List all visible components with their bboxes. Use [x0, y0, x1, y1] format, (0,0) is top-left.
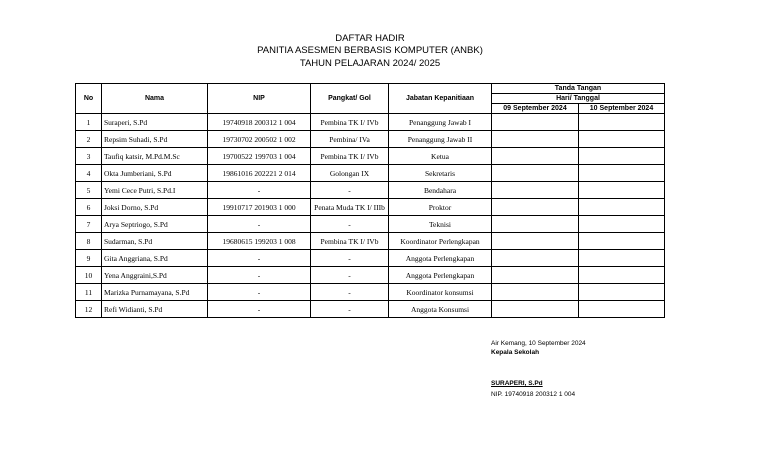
signature-cell-1[interactable]	[492, 114, 579, 131]
cell-no: 5	[76, 182, 102, 199]
col-header-nama: Nama	[102, 84, 208, 114]
signature-cell-1[interactable]	[492, 131, 579, 148]
cell-nama: Marizka Purnamayana, S.Pd	[102, 284, 208, 301]
cell-no: 6	[76, 199, 102, 216]
signature-cell-2[interactable]	[579, 165, 665, 182]
signature-cell-2[interactable]	[579, 250, 665, 267]
cell-nama: Sudarman, S.Pd	[102, 233, 208, 250]
cell-pangkat: Pembina TK I/ IVb	[311, 233, 389, 250]
cell-no: 7	[76, 216, 102, 233]
cell-nip: 19740918 200312 1 004	[208, 114, 311, 131]
signature-cell-2[interactable]	[579, 131, 665, 148]
cell-pangkat: Golongan IX	[311, 165, 389, 182]
cell-pangkat: Pembina TK I/ IVb	[311, 114, 389, 131]
signature-cell-2[interactable]	[579, 233, 665, 250]
cell-nip: -	[208, 216, 311, 233]
table-row	[76, 182, 665, 199]
signature-role: Kepala Sekolah	[491, 349, 540, 356]
cell-nip: -	[208, 250, 311, 267]
cell-jabatan: Anggota Perlengkapan	[389, 267, 492, 284]
signature-cell-2[interactable]	[579, 182, 665, 199]
cell-nip: 19910717 201903 1 000	[208, 199, 311, 216]
table-row	[76, 165, 665, 182]
cell-nip: 19861016 202221 2 014	[208, 165, 311, 182]
table-row	[76, 148, 665, 165]
table-row	[76, 199, 665, 216]
signature-cell-1[interactable]	[492, 165, 579, 182]
cell-pangkat: Pembina TK I/ IVb	[311, 148, 389, 165]
cell-pangkat: -	[311, 301, 389, 318]
table-row	[76, 301, 665, 318]
table-row	[76, 216, 665, 233]
cell-nip: -	[208, 284, 311, 301]
cell-no: 8	[76, 233, 102, 250]
cell-pangkat: -	[311, 216, 389, 233]
col-header-hari-tanggal: Hari/ Tanggal	[492, 94, 665, 104]
col-header-tanda-tangan: Tanda Tangan	[492, 84, 665, 94]
cell-nip: -	[208, 301, 311, 318]
cell-nama: Yena Anggraini,S.Pd	[102, 267, 208, 284]
cell-nama: Repsim Suhadi, S.Pd	[102, 131, 208, 148]
col-header-pangkat: Pangkat/ Gol	[311, 84, 389, 114]
cell-jabatan: Anggota Konsumsi	[389, 301, 492, 318]
cell-no: 4	[76, 165, 102, 182]
col-header-nip: NIP	[208, 84, 311, 114]
cell-nama: Arya Septriogo, S.Pd	[102, 216, 208, 233]
signature-cell-2[interactable]	[579, 199, 665, 216]
cell-pangkat: -	[311, 250, 389, 267]
cell-no: 9	[76, 250, 102, 267]
signature-cell-1[interactable]	[492, 182, 579, 199]
signature-cell-2[interactable]	[579, 267, 665, 284]
document-year: TAHUN PELAJARAN 2024/ 2025	[299, 58, 441, 69]
signature-cell-1[interactable]	[492, 301, 579, 318]
document-title: DAFTAR HADIR	[335, 33, 405, 44]
table-row	[76, 267, 665, 284]
signature-cell-1[interactable]	[492, 267, 579, 284]
signature-cell-1[interactable]	[492, 148, 579, 165]
table-row	[76, 250, 665, 267]
cell-pangkat: Pembina/ IVa	[311, 131, 389, 148]
signature-name: SURAPERI, S.Pd	[491, 380, 543, 387]
signature-cell-1[interactable]	[492, 233, 579, 250]
cell-jabatan: Bendahara	[389, 182, 492, 199]
cell-no: 1	[76, 114, 102, 131]
table-row	[76, 284, 665, 301]
cell-nama: Taufiq katsir, M.Pd.M.Sc	[102, 148, 208, 165]
table-row	[76, 114, 665, 131]
document-subtitle: PANITIA ASESMEN BERBASIS KOMPUTER (ANBK)	[257, 45, 483, 56]
col-header-no: No	[76, 84, 102, 114]
cell-nip: -	[208, 182, 311, 199]
cell-nama: Yemi Cece Putri, S.Pd.I	[102, 182, 208, 199]
col-header-jabatan: Jabatan Kepanitiaan	[389, 84, 492, 114]
signature-cell-2[interactable]	[579, 148, 665, 165]
signature-cell-1[interactable]	[492, 216, 579, 233]
attendance-table	[75, 83, 665, 318]
cell-jabatan: Penanggung Jawab I	[389, 114, 492, 131]
cell-nip: -	[208, 267, 311, 284]
cell-nama: Joksi Dorno, S.Pd	[102, 199, 208, 216]
cell-jabatan: Koordinator Perlengkapan	[389, 233, 492, 250]
cell-no: 2	[76, 131, 102, 148]
cell-nama: Gita Anggriana, S.Pd	[102, 250, 208, 267]
cell-pangkat: -	[311, 182, 389, 199]
cell-jabatan: Proktor	[389, 199, 492, 216]
signature-nip: NIP. 19740918 200312 1 004	[491, 391, 576, 398]
cell-pangkat: -	[311, 267, 389, 284]
signature-place-date: Air Kemang, 10 September 2024	[491, 340, 586, 347]
cell-no: 3	[76, 148, 102, 165]
cell-jabatan: Teknisi	[389, 216, 492, 233]
cell-nip: 19680615 199203 1 008	[208, 233, 311, 250]
signature-cell-2[interactable]	[579, 284, 665, 301]
cell-no: 12	[76, 301, 102, 318]
cell-jabatan: Koordinator konsumsi	[389, 284, 492, 301]
cell-nama: Okta Jumberiani, S.Pd	[102, 165, 208, 182]
cell-pangkat: Penata Muda TK I/ IIIb	[311, 199, 389, 216]
cell-jabatan: Sekretaris	[389, 165, 492, 182]
col-header-date-2: 10 September 2024	[579, 104, 665, 114]
table-row	[76, 233, 665, 250]
signature-cell-1[interactable]	[492, 284, 579, 301]
cell-pangkat: -	[311, 284, 389, 301]
cell-no: 11	[76, 284, 102, 301]
table-row	[76, 131, 665, 148]
signature-cell-1[interactable]	[492, 250, 579, 267]
cell-no: 10	[76, 267, 102, 284]
col-header-date-1: 09 September 2024	[492, 104, 579, 114]
cell-jabatan: Penanggung Jawab II	[389, 131, 492, 148]
cell-nip: 19730702 200502 1 002	[208, 131, 311, 148]
cell-jabatan: Anggota Perlengkapan	[389, 250, 492, 267]
signature-cell-2[interactable]	[579, 301, 665, 318]
cell-nip: 19700522 199703 1 004	[208, 148, 311, 165]
signature-cell-1[interactable]	[492, 199, 579, 216]
signature-cell-2[interactable]	[579, 216, 665, 233]
cell-nama: Suraperi, S.Pd	[102, 114, 208, 131]
cell-jabatan: Ketua	[389, 148, 492, 165]
cell-nama: Refi Widianti, S.Pd	[102, 301, 208, 318]
signature-cell-2[interactable]	[579, 114, 665, 131]
